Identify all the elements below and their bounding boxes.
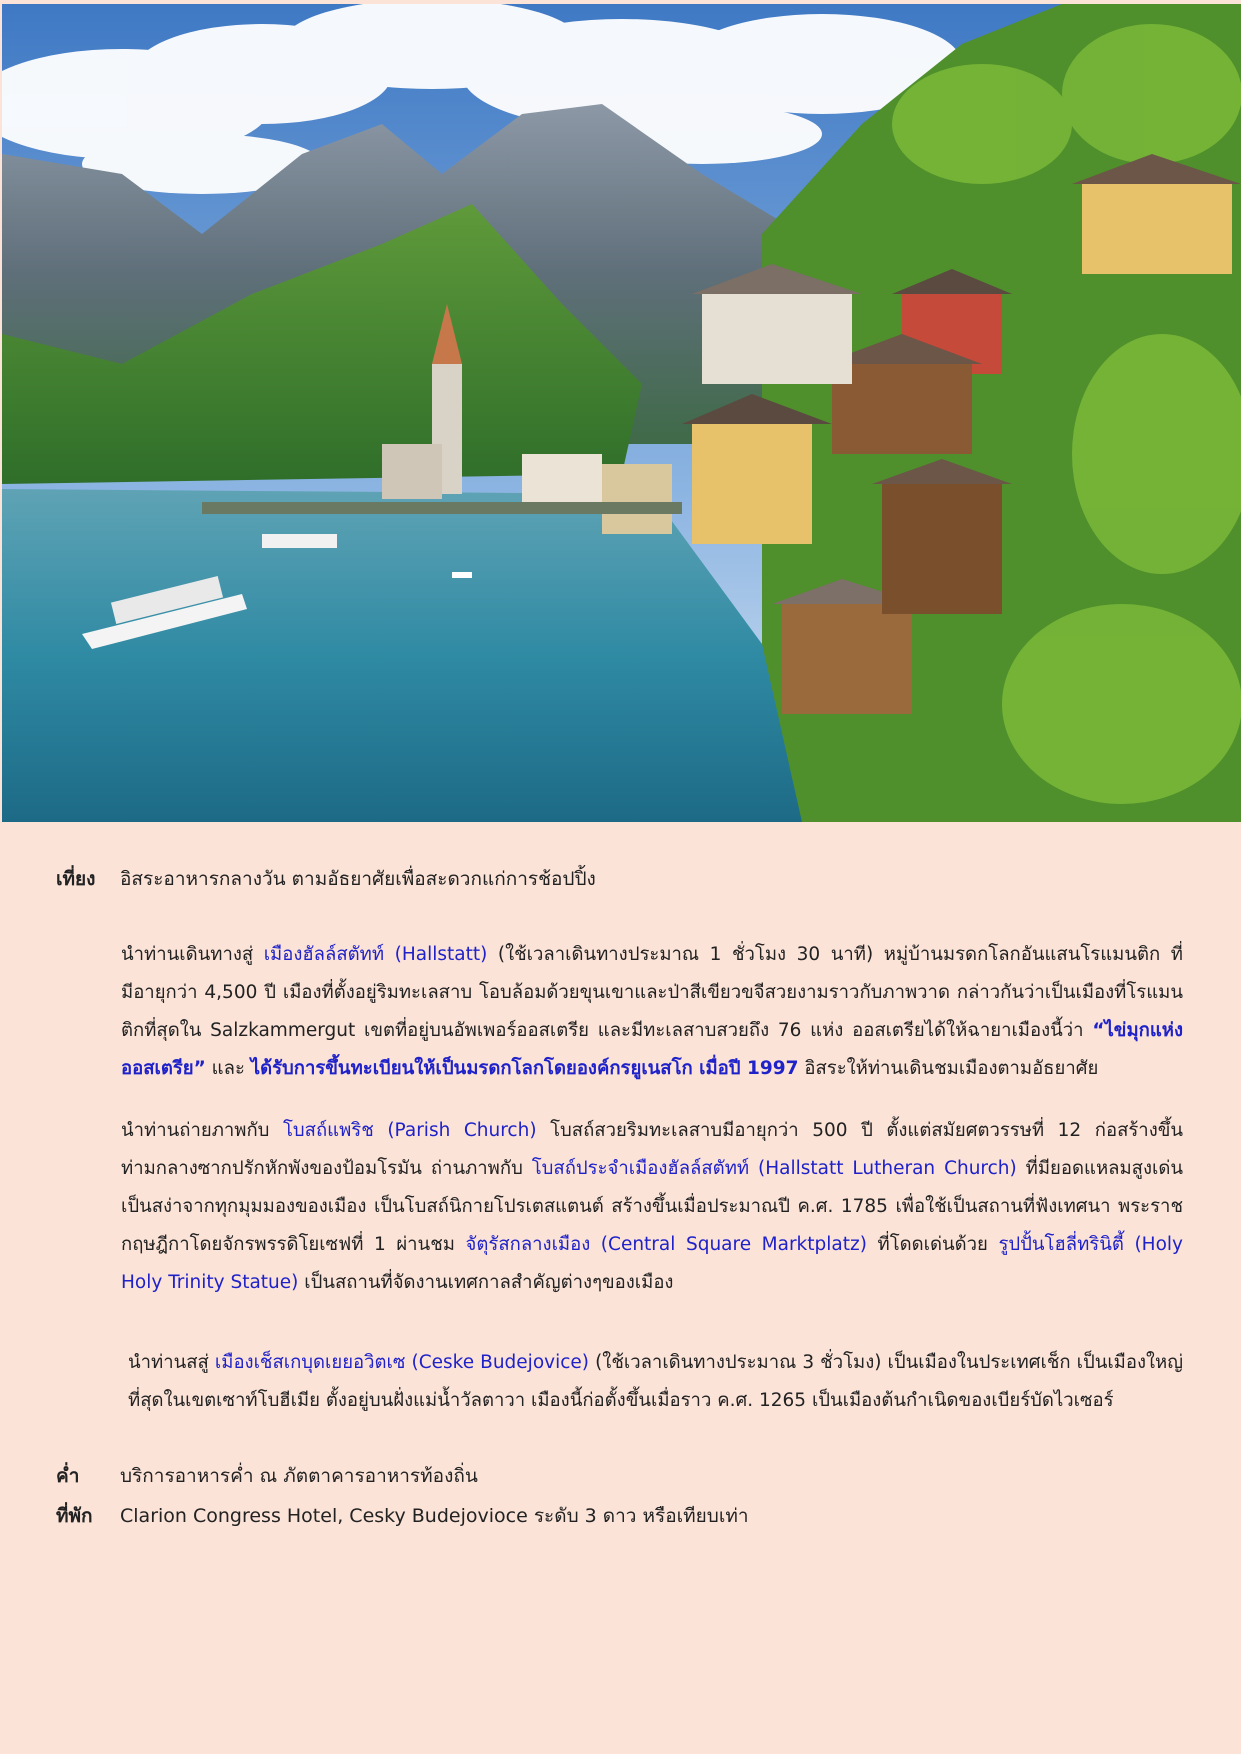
ceske-budejovice-paragraph [128,1344,1183,1420]
para2-text-4: ที่โดดเด่นด้วย [866,1234,999,1255]
dinner-text: บริการอาหารค่ำ ณ ภัตตาคารอาหารท้องถิ่น [120,1465,478,1487]
para1-text-3: และ [205,1058,251,1079]
hotel-label: ที่พัก [56,1505,93,1527]
churches-paragraph [121,1112,1183,1302]
central-square-highlight: จัตุรัสกลางเมือง (Central Square Marktplatz) [465,1234,867,1255]
para2-text-2: โบสถ์สวยริมทะเลสาบมีอายุกว่า 500 ปี ตั้งแต่สมัยศตวรรษที่ 12 ก่อสร้างขึ้นท่ามกลางซากปรักหักพังของป้อมโรมัน ถ่านภาพกับ [121,1120,1184,1179]
parish-church-highlight: โบสถ์แพริช (Parish Church) [282,1120,537,1141]
ceske-budejovice-highlight: เมืองเช็สเกบุดเยยอวิตเซ (Ceske Budejovice) [214,1352,590,1373]
para1-text-4: อิสระให้ท่านเดินชมเมืองตามอัธยาศัย [798,1058,1099,1079]
lunch-label: เที่ยง [56,868,96,890]
hallstatt-highlight: เมืองฮัลล์สตัทท์ (Hallstatt) [263,944,488,965]
lutheran-church-highlight: โบสถ์ประจำเมืองฮัลล์สตัทท์ (Hallstatt Lutheran Church) [531,1158,1017,1179]
hotel-text: Clarion Congress Hotel, Cesky Budejovioce ระดับ 3 ดาว หรือเทียบเท่า [120,1505,749,1527]
para3-text-1: นำท่านสสู่ [128,1352,215,1373]
hallstatt-photo [2,4,1241,822]
para3-text-2: (ใช้เวลาเดินทางประมาณ 3 ชั่วโมง) เป็นเมืองในประเทศเช็ก เป็นเมืองใหญ่ที่สุดในเขตเซาท์โบฮีเมีย ตั้งอยู่บนฝั่งแม่น้ำวัลตาวา เมืองนี้ก่อตั้งขึ้นเมื่อราว ค.ศ. 1265 เป็นเมืองต้นกำเนิดของเบียร์บัดไวเซอร์ [128,1352,1183,1411]
hallstatt-paragraph [121,936,1183,1088]
para2-text-1: นำท่านถ่ายภาพกับ [121,1120,283,1141]
para1-text-2: (ใช้เวลาเดินทางประมาณ 1 ชั่วโมง 30 นาที) หมู่บ้านมรดกโลกอันแสนโรแมนติก ที่มีอายุกว่า 4,500 ปี เมืองที่ตั้งอยู่ริมทะเลสาบ โอบล้อมด้วยขุนเขาและป่าสีเขียวขจีสวยงามราวกับภาพวาด กล่าวกันว่าเป็นเมืองที่โรแมนติกที่สุดใน Salzkammergut เขตที่อยู่บนอัพเพอร์ออสเตรีย และมีทะเลสาบสวยถึง 76 แห่ง ออสเตรียได้ให้ฉายาเมืองนี้ว่า [121,944,1183,1041]
pearl-of-austria-highlight: “ไข่มุกแห่งออสเตรีย” [121,1020,1183,1079]
lunch-text: อิสระอาหารกลางวัน ตามอัธยาศัยเพื่อสะดวกแก่การช้อปปิ้ง [120,868,596,890]
hallstatt-illustration [2,4,1241,822]
para2-text-5: เป็นสถานที่จัดงานเทศกาลสำคัญต่างๆของเมือง [298,1272,674,1293]
trinity-statue-highlight: รูปปั้นโฮลี่ทรินิตี้ (Holy Holy Trinity Statue) [121,1234,1184,1293]
unesco-highlight: ได้รับการขึ้นทะเบียนให้เป็นมรดกโลกโดยองค์กรยูเนสโก เมื่อปี 1997 [250,1058,799,1079]
para2-text-3: ที่มียอดแหลมสูงเด่นเป็นสง่าจากทุกมุมมองของเมือง เป็นโบสถ์นิกายโปรเตสแตนต์ สร้างขึ้นเมื่อประมาณปี ค.ศ. 1785 เพื่อใช้เป็นสถานที่ฟังเทศนา พระราชกฤษฎีกาโดยจักรพรรดิโยเซฟที่ 1 ผ่านชม [121,1158,1183,1255]
para1-text-1: นำท่านเดินทางสู่ [121,944,264,965]
dinner-label: ค่ำ [56,1465,80,1487]
